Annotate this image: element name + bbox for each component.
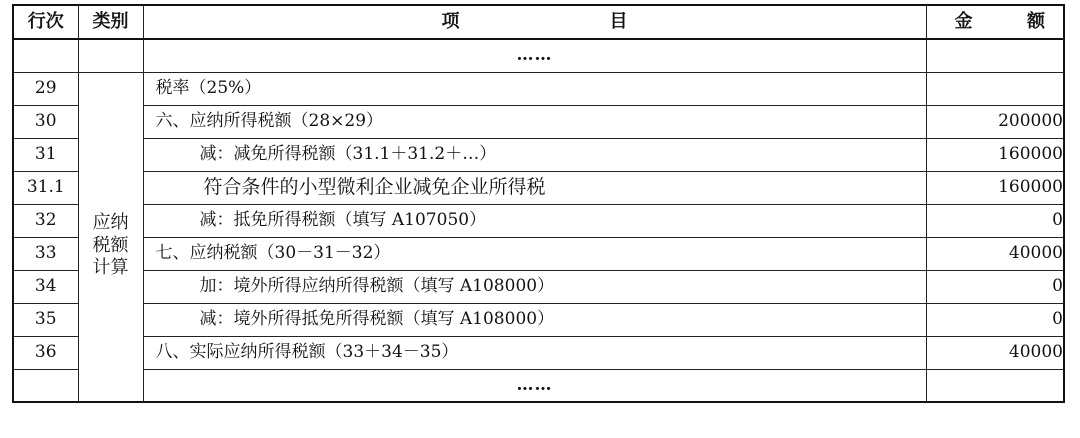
- row-no-cell: 36: [13, 336, 78, 369]
- header-item-left: 项: [441, 11, 460, 32]
- header-amount: [926, 5, 1064, 39]
- header-item-right: 目: [609, 11, 628, 32]
- row-no-cell: 33: [13, 237, 78, 270]
- row-no-cell: 32: [13, 204, 78, 237]
- category-label: 应纳 税额 计算: [92, 212, 129, 278]
- category-cell: [78, 39, 143, 72]
- table-row: [13, 270, 1064, 303]
- table-row: [13, 72, 1064, 105]
- table-row: [13, 171, 1064, 204]
- table-row: [13, 105, 1064, 138]
- amount-cell: [926, 369, 1064, 402]
- tax-calculation-table: [12, 4, 1065, 403]
- ellipsis-row-top: [13, 39, 1064, 72]
- row-no-cell: [13, 369, 78, 402]
- amount-cell: 0: [926, 270, 1064, 303]
- table-row: [13, 336, 1064, 369]
- header-amount-right: 额: [1027, 11, 1045, 32]
- table-row: [13, 237, 1064, 270]
- amount-cell: 200000: [926, 105, 1064, 138]
- table-row: [13, 303, 1064, 336]
- header-item: [143, 5, 926, 39]
- item-cell: 符合条件的小型微利企业减免企业所得税: [143, 171, 926, 204]
- item-cell: 八、实际应纳所得税额（33＋34－35）: [143, 336, 926, 369]
- amount-cell: 160000: [926, 171, 1064, 204]
- row-no-cell: 34: [13, 270, 78, 303]
- header-category: 类别: [78, 5, 143, 39]
- amount-cell: 160000: [926, 138, 1064, 171]
- header-amount-left: 金: [954, 11, 973, 32]
- ellipsis-cell: ……: [143, 369, 926, 402]
- item-cell: 六、应纳所得税额（28×29）: [143, 105, 926, 138]
- row-no-cell: 31: [13, 138, 78, 171]
- amount-cell: 40000: [926, 237, 1064, 270]
- item-cell: 加：境外所得应纳所得税额（填写 A108000）: [143, 270, 926, 303]
- item-cell: 减：抵免所得税额（填写 A107050）: [143, 204, 926, 237]
- row-no-cell: 31.1: [13, 171, 78, 204]
- row-no-cell: [13, 39, 78, 72]
- amount-cell: 0: [926, 204, 1064, 237]
- header-row: [13, 5, 1064, 39]
- row-no-cell: 35: [13, 303, 78, 336]
- table-row: [13, 204, 1064, 237]
- row-no-cell: 29: [13, 72, 78, 105]
- ellipsis-cell: ……: [143, 39, 926, 72]
- table-row: [13, 138, 1064, 171]
- item-cell: 税率（25%）: [143, 72, 926, 105]
- amount-cell: [926, 72, 1064, 105]
- ellipsis-row-bottom: [13, 369, 1064, 402]
- item-cell: 减：境外所得抵免所得税额（填写 A108000）: [143, 303, 926, 336]
- item-cell: 七、应纳税额（30－31－32）: [143, 237, 926, 270]
- category-cell: [78, 72, 143, 402]
- amount-cell: 40000: [926, 336, 1064, 369]
- item-cell: 减：减免所得税额（31.1＋31.2＋…）: [143, 138, 926, 171]
- header-row-no: 行次: [13, 5, 78, 39]
- amount-cell: 0: [926, 303, 1064, 336]
- row-no-cell: 30: [13, 105, 78, 138]
- amount-cell: [926, 39, 1064, 72]
